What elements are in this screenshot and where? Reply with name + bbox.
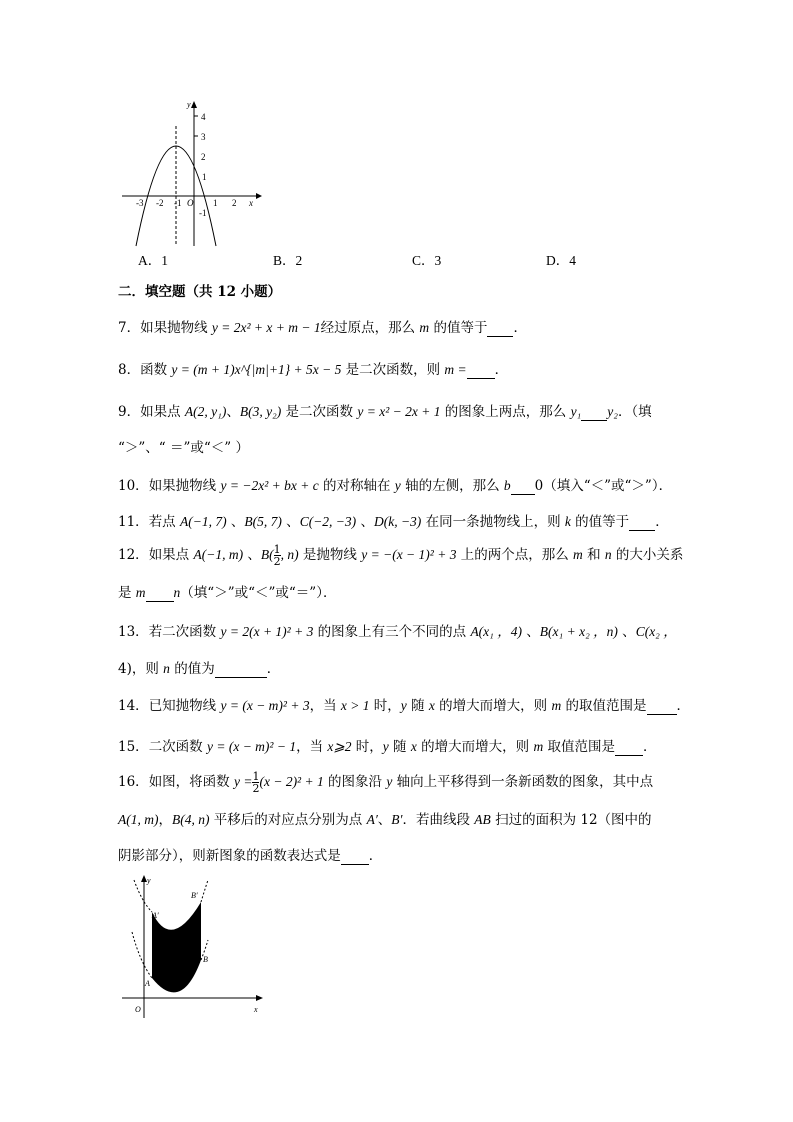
x-tick-label: 1 <box>213 198 218 208</box>
math: (x − 2)² + 1 <box>259 774 324 789</box>
math: y <box>382 739 389 754</box>
question-16-cont <box>118 808 652 828</box>
text: 平移后的对应点分别为点 <box>209 812 367 828</box>
text: 、 <box>522 624 540 640</box>
x-tick-label: -3 <box>136 198 144 208</box>
text: 随 <box>388 739 411 755</box>
text: 、 <box>226 404 240 420</box>
text: ，则 <box>131 661 164 677</box>
text: 轴的左侧，那么 <box>400 478 504 494</box>
answer-blank[interactable] <box>615 739 643 756</box>
y-axis-arrow <box>191 101 197 108</box>
question-9 <box>118 400 652 421</box>
text: 、 <box>281 514 300 530</box>
math: b <box>503 478 511 493</box>
option-a[interactable]: A．1 <box>138 253 168 268</box>
fraction-denominator: 2 <box>252 782 260 795</box>
text: 如果抛物线 <box>140 320 212 336</box>
math: k <box>564 514 571 529</box>
text: ，当 <box>309 698 341 714</box>
section-title: 二．填空题（共 12 小题） <box>118 284 282 300</box>
question-number: 11． <box>118 514 149 530</box>
text: 在同一条抛物线上，则 <box>421 514 565 530</box>
math: n <box>173 585 181 600</box>
math: m <box>551 698 562 713</box>
point-a-prime-label: A′ <box>152 911 159 920</box>
math: y = <box>233 774 253 789</box>
point-b-prime-label: B′ <box>191 891 198 900</box>
math: B′ <box>391 812 403 827</box>
math: B( <box>260 547 274 562</box>
text: 的值等于 <box>570 514 630 530</box>
math: C(x₂ ， <box>635 624 677 639</box>
text: 的图象沿 <box>323 774 387 790</box>
question-11 <box>118 510 669 531</box>
x-tick-label: -2 <box>156 198 164 208</box>
question-12-cont <box>118 581 336 602</box>
math: B(3, y₂) <box>239 404 282 419</box>
shaded-region <box>152 902 201 992</box>
text: 上的两个点，那么 <box>456 547 574 563</box>
text: 的值为 <box>169 661 215 677</box>
math: y <box>400 698 407 713</box>
y-tick-label: 4 <box>201 112 206 122</box>
shaded-parabola-graph <box>118 872 268 1020</box>
answer-blank[interactable] <box>581 404 607 421</box>
question-number: 15． <box>118 739 149 755</box>
text: 的增大而增大，则 <box>416 739 534 755</box>
text: 已知抛物线 <box>148 698 221 714</box>
math: y <box>386 774 393 789</box>
math: y <box>394 478 401 493</box>
question-16-cont2 <box>118 844 382 865</box>
text: ．（填 <box>617 404 652 420</box>
x-tick-label: -1 <box>174 198 182 208</box>
question-number: 14． <box>118 698 149 714</box>
question-13 <box>118 620 677 640</box>
math: A(x₁ ，4) <box>470 624 522 639</box>
text: 阴影部分），则新图象的函数表达式是 <box>118 848 341 864</box>
option-d[interactable]: D．4 <box>546 253 576 268</box>
answer-blank[interactable] <box>215 661 267 678</box>
math: x <box>428 698 435 713</box>
text: ． <box>642 739 657 755</box>
text: （填“＞”或“＜”或“＝”）． <box>180 585 337 601</box>
math: m <box>533 739 544 754</box>
fraction-numerator: 1 <box>252 770 260 783</box>
math: y₁ <box>570 404 582 419</box>
origin-label: O <box>187 198 194 208</box>
text: ，当 <box>296 739 328 755</box>
text: 函数 <box>140 362 172 378</box>
text: 经过原点，那么 <box>320 320 420 336</box>
math: y = (x − m)² + 3 <box>220 698 310 713</box>
text: 扫过的面积为 12（图中的 <box>490 812 652 828</box>
question-16 <box>118 770 653 794</box>
math: y = 2x² + x + m − 1 <box>211 320 321 335</box>
answer-blank[interactable] <box>341 848 369 865</box>
math: y₂ <box>607 404 618 419</box>
math: A(−1, 7) <box>179 514 227 529</box>
math: y = −2x² + bx + c <box>220 478 319 493</box>
question-12 <box>118 543 683 567</box>
x-tick-label: 2 <box>232 198 237 208</box>
text: 的取值范围是 <box>561 698 647 714</box>
point-b-label: B <box>203 955 208 964</box>
answer-blank[interactable] <box>487 320 513 337</box>
text: 如图，将函数 <box>148 774 234 790</box>
math: A(−1, m) <box>193 547 244 562</box>
math: y = (m + 1)x^{|m|+1} + 5x − 5 <box>171 362 342 377</box>
fraction-numerator: 1 <box>273 543 281 556</box>
text: ．若曲线段 <box>402 812 475 828</box>
math: m = <box>444 362 467 377</box>
lower-parabola-left <box>132 932 152 978</box>
math: x <box>410 739 417 754</box>
text: 的大小关系 <box>611 547 684 563</box>
question-13-cont <box>118 657 280 678</box>
math: x⩾2 <box>327 739 352 754</box>
question-number: 9． <box>118 404 141 420</box>
text: ． <box>655 514 669 530</box>
answer-blank[interactable] <box>647 698 677 715</box>
text: 的图象上有三个不同的点 <box>313 624 471 640</box>
text: 的增大而增大，则 <box>434 698 552 714</box>
option-b[interactable]: B．2 <box>273 253 303 268</box>
text: 、 <box>356 514 374 530</box>
answer-blank[interactable] <box>511 478 535 495</box>
text: 4) <box>118 661 132 677</box>
question-8 <box>118 358 508 379</box>
parabola-graph <box>118 98 263 248</box>
text: 是二次函数 <box>281 404 358 420</box>
math: D(k, −3) <box>373 514 422 529</box>
question-number: 12． <box>118 547 149 563</box>
text: 如果点 <box>148 547 194 563</box>
x-axis-arrow <box>256 995 263 1001</box>
text: 、 <box>617 624 636 640</box>
text: 二次函数 <box>148 739 207 755</box>
math: C(−2, −3) <box>299 514 357 529</box>
y-tick-label: 3 <box>201 132 206 142</box>
text: “＞”、“ ＝”或“＜” ） <box>118 440 249 456</box>
text: ． <box>368 848 383 864</box>
question-7 <box>118 316 527 337</box>
math: B(5, 7) <box>244 514 282 529</box>
text: 、 <box>377 812 392 828</box>
answer-blank[interactable] <box>467 362 495 379</box>
question-9-cont <box>118 436 249 456</box>
math: y = 2(x + 1)² + 3 <box>220 624 314 639</box>
y-tick-label: 1 <box>202 172 207 182</box>
origin-label: O <box>135 1005 141 1014</box>
text: 是 <box>118 585 136 601</box>
text: 轴向上平移得到一条新函数的图象，其中点 <box>392 774 654 790</box>
math: A(2, y₁) <box>184 404 227 419</box>
math: y = (x − m)² − 1 <box>206 739 297 754</box>
text: 是二次函数，则 <box>341 362 445 378</box>
math: B(4, n) <box>172 812 210 827</box>
answer-blank[interactable] <box>146 585 174 602</box>
math: m <box>135 585 146 600</box>
x-axis-arrow <box>256 193 262 199</box>
text: ． <box>676 698 691 714</box>
text: 、 <box>243 547 261 563</box>
question-number: 7． <box>118 320 141 336</box>
text: 随 <box>406 698 429 714</box>
point-a-label: A <box>145 979 150 988</box>
math: A(1, m) <box>118 812 159 827</box>
x-axis-label: x <box>254 1005 258 1014</box>
math: , n) <box>280 547 299 562</box>
text: 的对称轴在 <box>318 478 395 494</box>
text: 如果点 <box>140 404 185 420</box>
answer-blank[interactable] <box>629 514 655 531</box>
text: 若二次函数 <box>148 624 221 640</box>
question-number: 10． <box>118 478 149 494</box>
y-axis-label: y <box>147 876 151 885</box>
text: 的图象上两点，那么 <box>440 404 571 420</box>
text: ， <box>158 812 172 828</box>
text: 、 <box>226 514 245 530</box>
math: AB <box>474 812 491 827</box>
question-number: 13． <box>118 624 149 640</box>
question-14 <box>118 694 690 715</box>
text: 如果抛物线 <box>148 478 221 494</box>
text: 时， <box>351 739 383 755</box>
text: 时， <box>369 698 401 714</box>
text: 0（填入“＜”或“＞”）． <box>534 478 673 494</box>
text: 若点 <box>148 514 180 530</box>
question-10 <box>118 474 672 495</box>
y-tick-label: 2 <box>201 152 206 162</box>
x-axis-label: x <box>249 198 253 208</box>
text: 取值范围是 <box>543 739 615 755</box>
text: ． <box>494 362 509 378</box>
math: A′ <box>366 812 378 827</box>
math: m <box>573 547 583 562</box>
question-number: 16． <box>118 774 149 790</box>
question-number: 8． <box>118 362 141 378</box>
y-tick-label: -1 <box>199 208 207 218</box>
text: 的值等于 <box>429 320 488 336</box>
fraction-denominator: 2 <box>273 555 281 568</box>
upper-parabola-right <box>201 880 208 902</box>
text: ． <box>266 661 281 677</box>
math: m <box>419 320 430 335</box>
math: y = −(x − 1)² + 3 <box>361 547 457 562</box>
text: 是抛物线 <box>298 547 362 563</box>
text: ． <box>513 320 527 336</box>
y-axis-label: y <box>187 100 191 109</box>
fraction <box>274 544 281 567</box>
question-15 <box>118 735 656 756</box>
math: n <box>604 547 612 562</box>
math: x > 1 <box>340 698 370 713</box>
math: y = x² − 2x + 1 <box>357 404 441 419</box>
option-c[interactable]: C．3 <box>412 253 442 268</box>
math: n <box>163 661 170 676</box>
math: B(x₁ + x₂ ，n) <box>539 624 618 639</box>
text: 和 <box>582 547 605 563</box>
